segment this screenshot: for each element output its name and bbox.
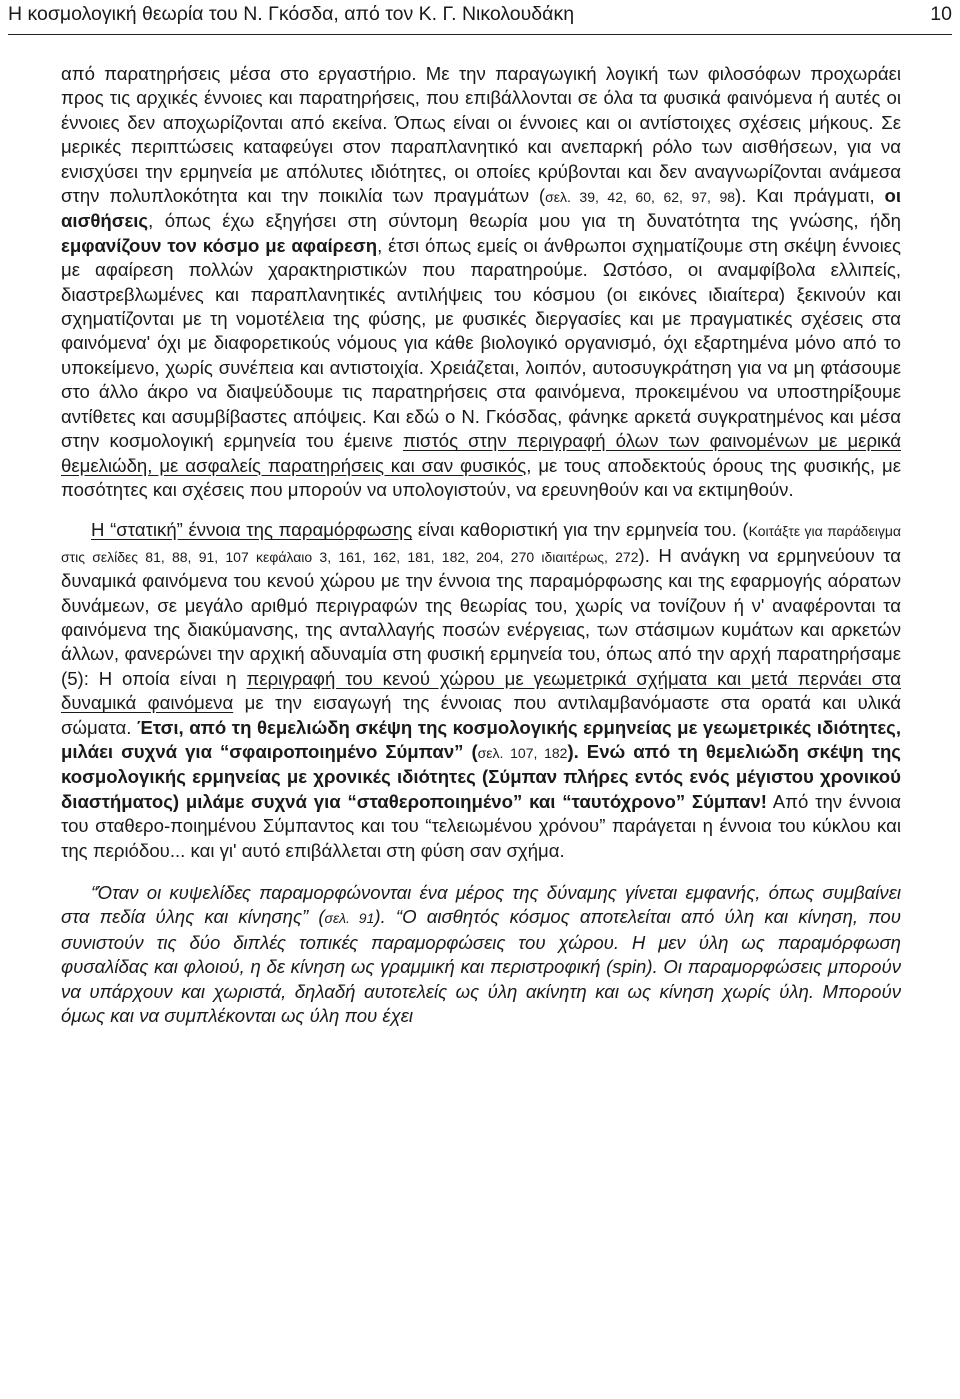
- page-number: 10: [930, 3, 952, 25]
- page-header: [8, 0, 952, 35]
- text-span: ). Η ανάγκη να ερμηνεύουν τα δυναμικά φαινόμενα του κενού χώρου με την έννοια της παραμόρφωσης και της εφαρμογής αόρατων δυνάμεων, σε μεγάλο αριθμό περιγραφών της θεωρίας του, χωρίς να τονίζουν ή ν' αναφέρονται τα φαινόμενα της διακύμανσης, της ανταλλαγής ποσών ενέργειας, των στάσιμων κυμάτων και αρκετών άλλων, φανερώνει την αρχική αδυναμία στη φυσική ερμηνεία του, όπως από την αρχή παρατηρήσαμε (5): Η οποία είναι η: [61, 544, 901, 689]
- text-span: Από την έννοια του σταθερο-ποιημένου Σύμπαντος και του “τελειωμένου χρόνου” παράγεται η έννοια του κύκλου και της περιόδου... και γι' αυτό επιβάλλεται στη φύση σαν σχήμα.: [61, 790, 901, 861]
- text-span: Χρειάζεται, λοιπόν, αυτοσυγκράτηση για να μη φτάσουμε στο άλλο άκρο να διαψεύδουμε τις παρατηρήσεις στα φαινόμενα, προκειμένου να υποστηρίξουμε αντίθετες και ασυμβίβαστες απόψεις.: [61, 356, 901, 427]
- bold-phrase: οι αισθήσεις: [61, 185, 902, 232]
- page-reference: σελ. 91: [324, 910, 375, 927]
- paragraph-3-quote: [61, 881, 901, 1028]
- text-span: Και εδώ ο Ν. Γκόσδας, φάνηκε αρκετά συγκρατημένος και μέσα στην κοσμολογική ερμηνεία του έμεινε: [61, 405, 901, 452]
- document-body: [61, 62, 901, 1028]
- header-title: Η κοσμολογική θεωρία του Ν. Γκόσδα, από τον Κ. Γ. Νικολουδάκη: [8, 3, 575, 25]
- text-span: από παρατηρήσεις μέσα στο εργαστήριο. Με την παραγωγική λογική των φιλοσόφων προχωράει προς τις αρχικές έννοιες και παρατηρήσεις, που επιβάλλονται σε όλα τα φυσικά φαινόμενα ή αυτές οι έννοιες δεν αποχωρίζονται από εκείνα.: [61, 63, 901, 133]
- text-span: Σε μερικές περιπτώσεις καταφεύγει στον παραπλανητικό και ανεπαρκή ρόλο των αισθήσεων, για να ενισχύσει την ερμηνεία με απόλυτες ιδιότητες, οι οποίες κρύβονται και δεν αναγνωρίζονται ανάμεσα στην πολυπλοκότητα και την ποικιλία των πραγμάτων (: [61, 111, 901, 207]
- text-span: με την εισαγωγή της έννοιας που αντιλαμβανόμαστε στα ορατά και υλικά σώματα.: [61, 692, 901, 738]
- text-span: ). Και πράγματι,: [735, 185, 875, 207]
- underlined-phrase: πιστός στην περιγραφή όλων των φαινομένων με μερικά θεμελιώδη, με ασφαλείς παρατηρήσεις και σαν φυσικός: [61, 430, 901, 476]
- underlined-phrase: Η “στατική” έννοια της παραμόρφωσης: [91, 519, 413, 541]
- text-span: , με τους αποδεκτούς όρους της φυσικής, με ποσότητες και σχέσεις που μπορούν να υπολογιστούν, να ερευνηθούν και να εκτιμηθούν.: [61, 454, 901, 500]
- bold-phrase: εμφανίζουν τον κόσμο με αφαίρεση: [61, 234, 378, 256]
- text-span: είναι καθοριστική για την ερμηνεία του. (: [412, 519, 749, 541]
- paragraph-1: [61, 62, 901, 502]
- text-span: “Όταν οι κυψελίδες παραμορφώνονται ένα μέρος της δύναμης γίνεται εμφανής, όπως συμβαίνει στα πεδία ύλης και κίνησης” (: [61, 882, 901, 928]
- page-reference: Κοιτάξτε για παράδειγμα στις σελίδες 81, 88, 91, 107 κεφάλαιο 3, 161, 162, 181, 182, 204, 270 ιδιαιτέρως, 272: [61, 523, 901, 565]
- page-reference: σελ. 107, 182: [477, 744, 568, 761]
- text-span: , όπως έχω εξηγήσει στη σύντομη θεωρία μου για τη δυνατότητα της γνώσης, ήδη: [148, 210, 901, 232]
- bold-phrase: ). Ενώ από τη θεμελιώδη σκέψη της κοσμολογικής ερμηνείας με χρονικές ιδιότητες (Σύμπαν πλήρες εντός ενός μέγιστου χρονικού διαστήματος) μιλάμε συχνά για “σταθεροποιημένο” και “ταυτόχρονο” Σύμπαν!: [61, 740, 901, 812]
- paragraph-2: [61, 518, 901, 863]
- text-span: , έτσι όπως εμείς οι άνθρωποι σχηματίζουμε στη σκέψη έννοιες με αφαίρεση πολλών χαρακτηριστικών που παρατηρούμε. Ωστόσο, οι αναμφίβολα ελλιπείς, διαστρεβλωμένες και παραπλανητικές αντιλήψεις του κόσμου (οι εικόνες ιδιαίτερα) ξεκινούν και σχηματίζονται με τη νομοτέλεια της φύσης, με φυσικές διεργασίες και με πραγματικές σχέσεις στα φαινόμενα' όχι με διαφορετικούς νόμους για κάθε βιολογικό οργανισμό, όχι εξαρτημένα μόνο από το υποκείμενο, χωρίς συνέπεια και αντιστοιχία.: [61, 234, 901, 378]
- page-reference: σελ. 39, 42, 60, 62, 97, 98: [545, 189, 736, 206]
- text-span: Όπως είναι οι έννοιες και οι αντίστοιχες σχέσεις μήκους.: [395, 111, 874, 133]
- bold-phrase: Έτσι, από τη θεμελιώδη σκέψη της κοσμολογικής ερμηνείας με γεωμετρικές ιδιότητες, μιλάει συχνά για “σφαιροποιημένο Σύμπαν” (: [61, 716, 901, 762]
- text-span: ). “Ο αισθητός κόσμος αποτελείται από ύλη και κίνηση, που συνιστούν τις δύο διπλές τοπικές παραμορφώσεις του χώρου. Η μεν ύλη ως παραμόρφωση φυσαλίδας και φλοιού, η δε κίνηση ως γραμμική και περιστροφική (spin). Οι παραμορφώσεις μπορούν να υπάρχουν και χωριστά, δηλαδή αυτοτελείς ως ύλη ακίνητη και ως κίνηση χωρίς ύλη. Μπορούν όμως και να συμπλέκονται ως ύλη που έχει: [61, 906, 902, 1027]
- underlined-phrase: περιγραφή του κενού χώρου με γεωμετρικά σχήματα και μετά περνάει στα δυναμικά φαινόμενα: [61, 667, 901, 714]
